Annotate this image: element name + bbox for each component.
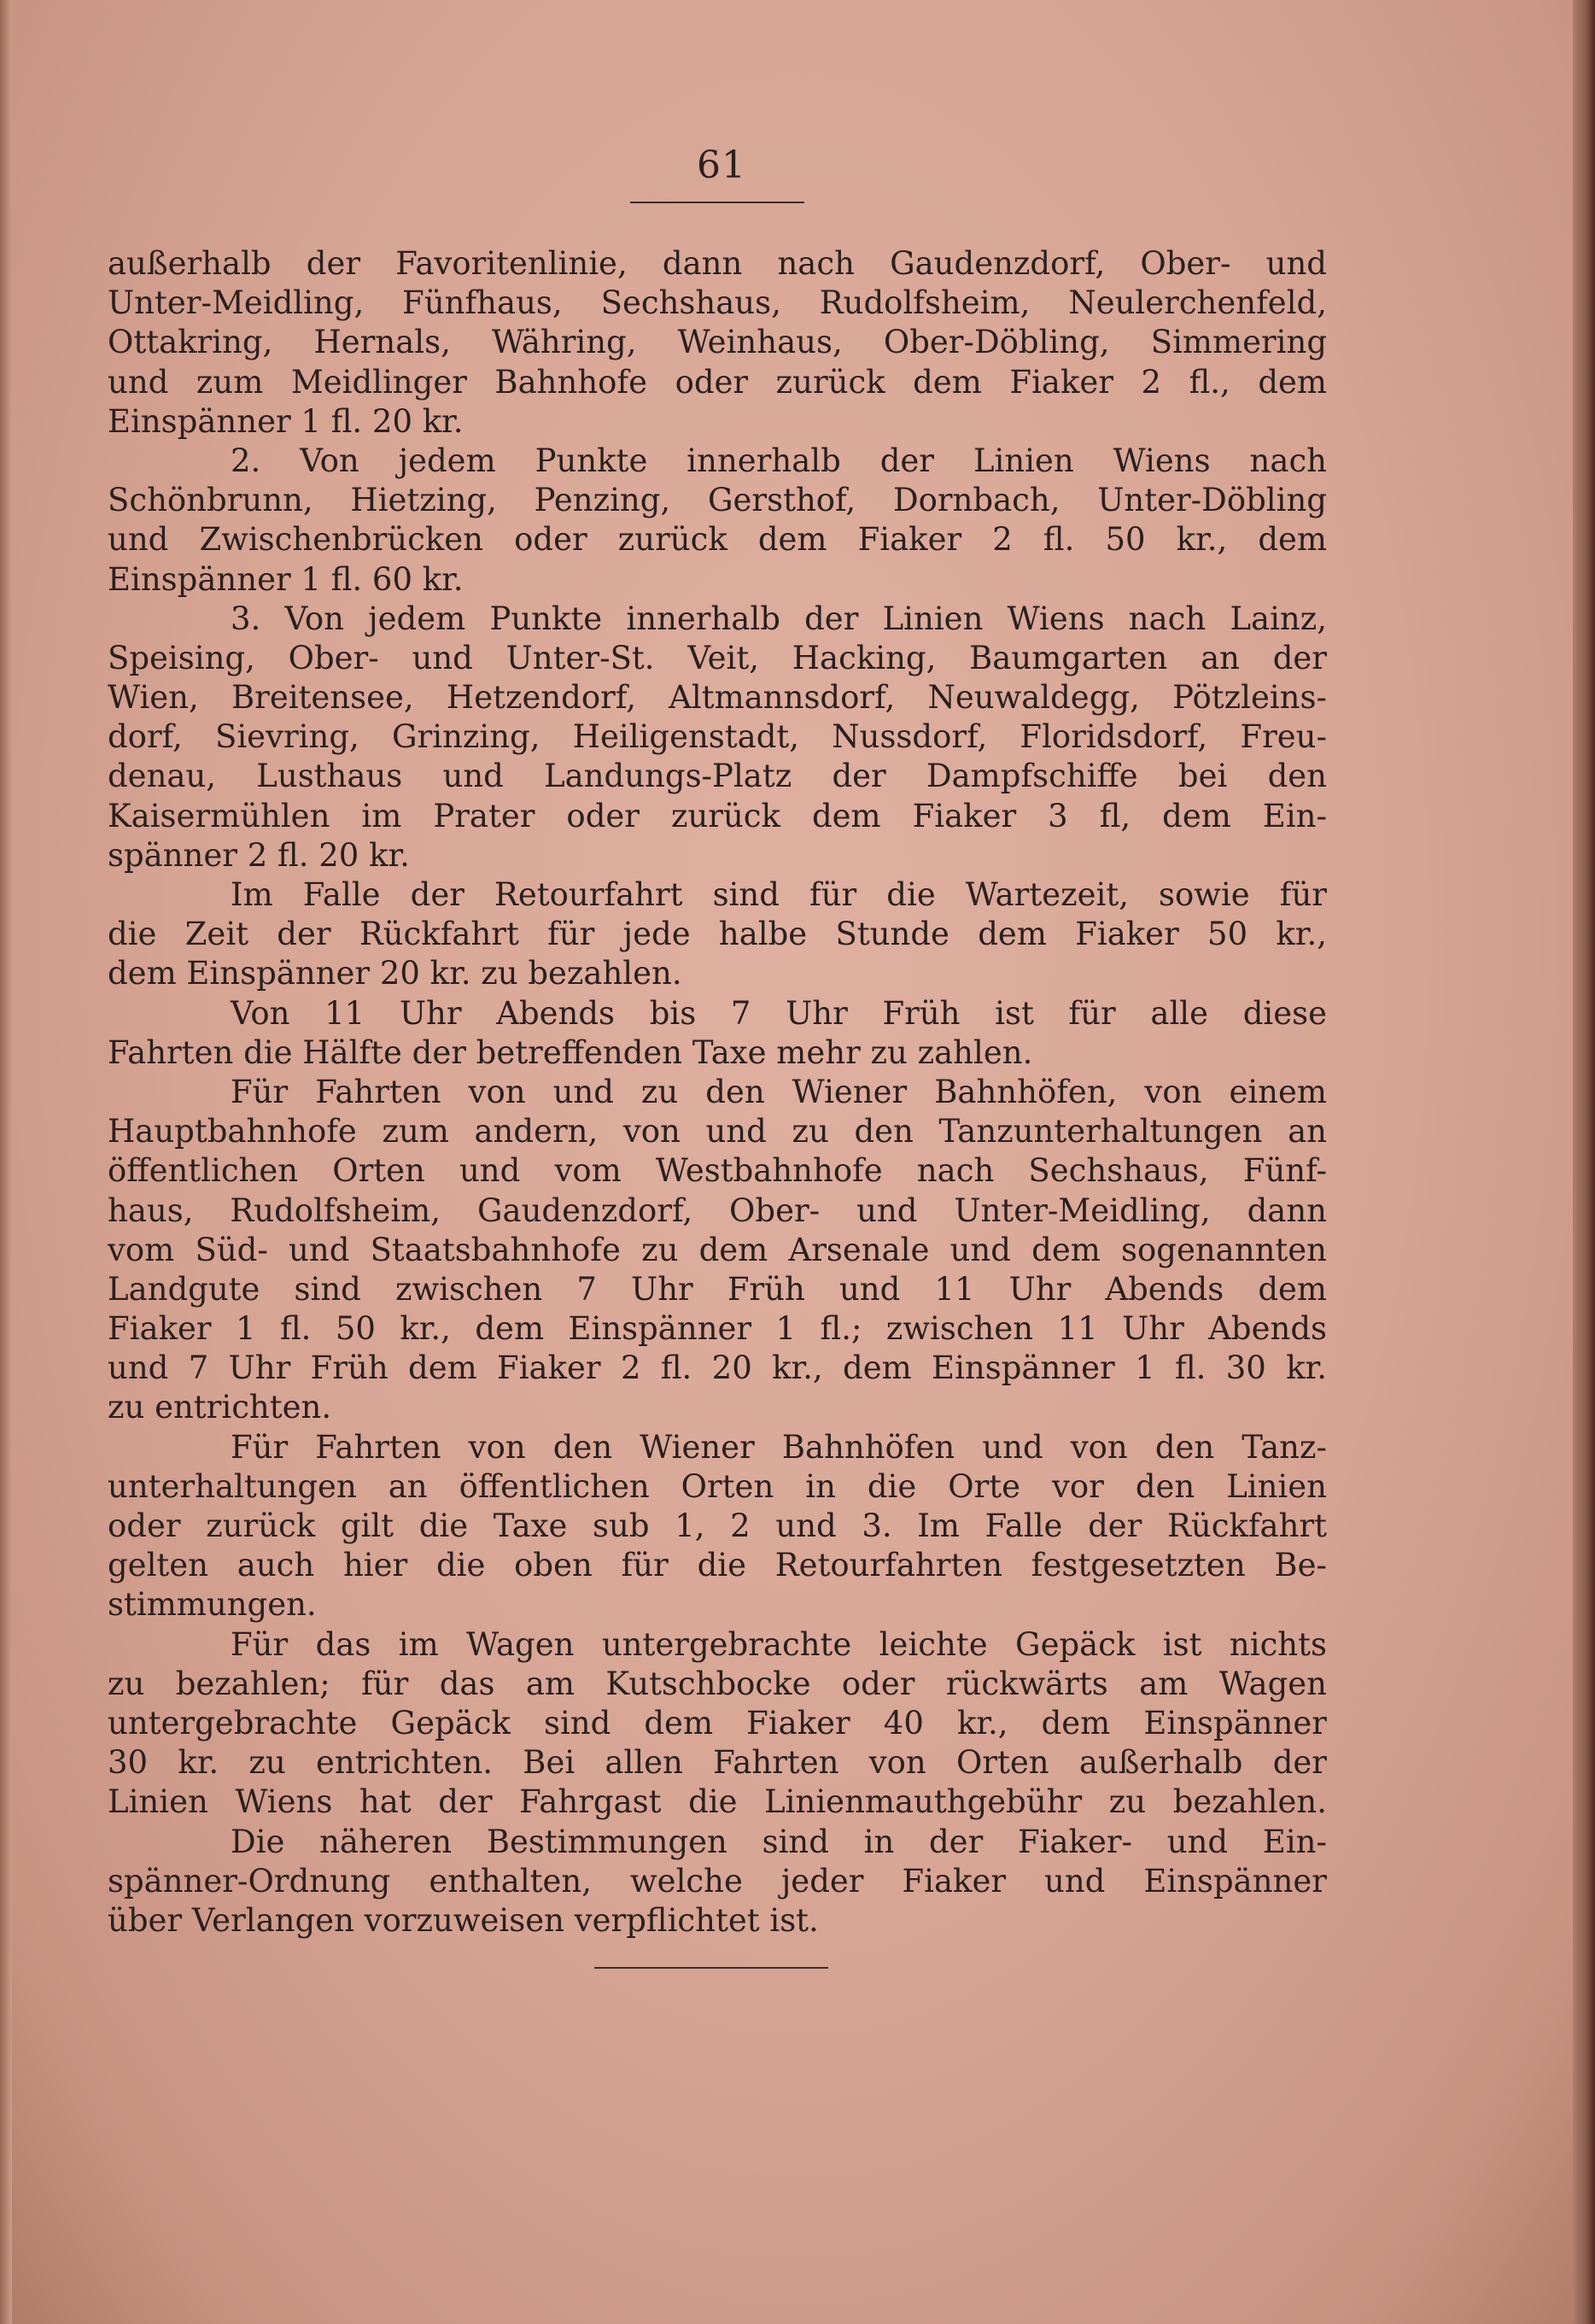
text-line: Schönbrunn, Hietzing, Penzing, Gersthof, Dornbach, Unter-Döbling [108, 482, 1327, 519]
page-number: 61 [697, 143, 746, 187]
text-line: unterhaltungen an öffentlichen Orten in die Orte vor den Linien [108, 1467, 1327, 1505]
text-line: Für Fahrten von und zu den Wiener Bahnhöfen, von einem [231, 1073, 1327, 1110]
text-line: dorf, Sievring, Grinzing, Heiligenstadt, Nussdorf, Floridsdorf, Freu- [108, 718, 1327, 756]
text-line: Ottakring, Hernals, Währing, Weinhaus, Ober-Döbling, Simmering [108, 324, 1327, 361]
text-line: zu entrichten. [108, 1389, 332, 1426]
text-line: denau, Lusthaus und Landungs-Platz der Dampfschiffe bei den [108, 758, 1327, 795]
page-left-edge [0, 0, 12, 2324]
text-line: über Verlangen vorzuweisen verpflichtet ist. [108, 1901, 819, 1939]
text-line: und 7 Uhr Früh dem Fiaker 2 fl. 20 kr., dem Einspänner 1 fl. 30 kr. [108, 1349, 1327, 1387]
text-line: Fahrten die Hälfte der betreffenden Taxe mehr zu zahlen. [108, 1033, 1033, 1071]
header-rule [630, 202, 804, 203]
text-line: Hauptbahnhofe zum andern, von und zu den Tanzunterhaltungen an [108, 1113, 1327, 1150]
text-line: Im Falle der Retourfahrt sind für die Wartezeit, sowie für [231, 876, 1327, 913]
footer-rule [594, 1967, 828, 1969]
text-line: Kaisermühlen im Prater oder zurück dem Fiaker 3 fl, dem Ein- [108, 797, 1327, 834]
text-line: 3. Von jedem Punkte innerhalb der Linien Wiens nach Lainz, [231, 600, 1327, 637]
text-line: die Zeit der Rückfahrt für jede halbe Stunde dem Fiaker 50 kr., [108, 916, 1327, 953]
text-line: Für das im Wagen untergebrachte leichte Gepäck ist nichts [231, 1625, 1327, 1663]
text-line: und zum Meidlinger Bahnhofe oder zurück dem Fiaker 2 fl., dem [108, 363, 1327, 401]
text-line: Von 11 Uhr Abends bis 7 Uhr Früh ist für alle diese [231, 994, 1327, 1032]
text-line: stimmungen. [108, 1586, 317, 1624]
text-line: und Zwischenbrücken oder zurück dem Fiaker 2 fl. 50 kr., dem [108, 521, 1327, 559]
text-line: Einspänner 1 fl. 60 kr. [108, 560, 464, 598]
text-line: Landgute sind zwischen 7 Uhr Früh und 11 Uhr Abends dem [108, 1270, 1327, 1308]
text-line: 30 kr. zu entrichten. Bei allen Fahrten von Orten außerhalb der [108, 1744, 1327, 1782]
text-line: spänner 2 fl. 20 kr. [108, 836, 410, 874]
text-line: öffentlichen Orten und vom Westbahnhofe nach Sechshaus, Fünf- [108, 1152, 1327, 1190]
text-line: außerhalb der Favoritenlinie, dann nach Gaudenzdorf, Ober- und [108, 245, 1327, 282]
text-line: spänner-Ordnung enthalten, welche jeder Fiaker und Einspänner [108, 1862, 1327, 1900]
text-line: untergebrachte Gepäck sind dem Fiaker 40 kr., dem Einspänner [108, 1704, 1327, 1742]
text-line: Einspänner 1 fl. 20 kr. [108, 402, 464, 440]
text-line: gelten auch hier die oben für die Retourfahrten festgesetzten Be- [108, 1547, 1327, 1584]
body-text [108, 244, 1327, 1941]
text-line: vom Süd- und Staatsbahnhofe zu dem Arsenale und dem sogenannten [108, 1231, 1327, 1268]
text-line: 2. Von jedem Punkte innerhalb der Linien Wiens nach [231, 442, 1327, 479]
text-line: dem Einspänner 20 kr. zu bezahlen. [108, 955, 682, 992]
text-line: Für Fahrten von den Wiener Bahnhöfen und von den Tanz- [231, 1428, 1327, 1466]
text-line: Wien, Breitensee, Hetzendorf, Altmannsdorf, Neuwaldegg, Pötzleins- [108, 679, 1327, 717]
text-line: Die näheren Bestimmungen sind in der Fiaker- und Ein- [231, 1823, 1327, 1860]
text-line: Speising, Ober- und Unter-St. Veit, Hacking, Baumgarten an der [108, 639, 1327, 676]
text-line: Unter-Meidling, Fünfhaus, Sechshaus, Rudolfsheim, Neulerchenfeld, [108, 284, 1327, 322]
text-line: Linien Wiens hat der Fahrgast die Linienmauthgebühr zu bezahlen. [108, 1783, 1327, 1821]
text-line: zu bezahlen; für das am Kutschbocke oder rückwärts am Wagen [108, 1665, 1327, 1702]
text-line: oder zurück gilt die Taxe sub 1, 2 und 3. Im Falle der Rückfahrt [108, 1507, 1327, 1544]
page-right-edge [1573, 0, 1595, 2324]
text-line: Fiaker 1 fl. 50 kr., dem Einspänner 1 fl.; zwischen 11 Uhr Abends [108, 1310, 1327, 1348]
text-line: haus, Rudolfsheim, Gaudenzdorf, Ober- und Unter-Meidling, dann [108, 1191, 1327, 1229]
